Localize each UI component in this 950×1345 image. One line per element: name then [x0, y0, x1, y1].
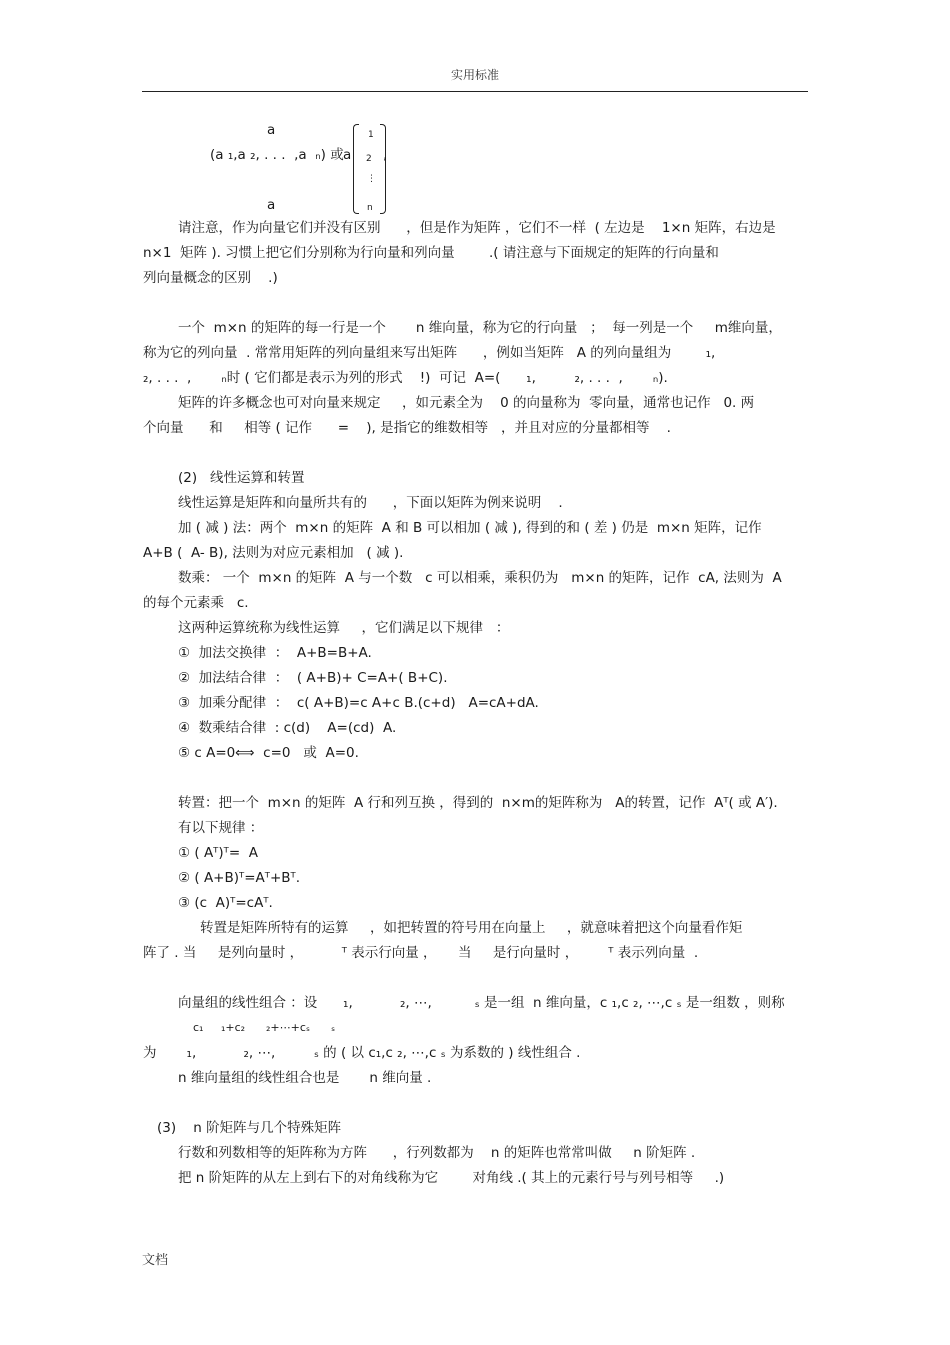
text-line: 个向量 和 相等 ( 记作 = ), 是指它的维数相等 ，并且对应的分量都相等 . [143, 420, 671, 436]
column-bracket-right [380, 124, 386, 214]
column-entry: n [367, 203, 373, 213]
combination-formula: c₁ ₁+c₂ ₂+⋯+cₛ ₛ [193, 1021, 336, 1034]
text-line: 请注意，作为向量它们并没有区别 ，但是作为矩阵 ，它们不一样 ( 左边是 1×n 矩阵，右边是 [178, 220, 776, 236]
text-line: n×1 矩阵 ). 习惯上把它们分别称为行向量和列向量 .( 请注意与下面规定的矩阵的行向量和 [143, 245, 719, 261]
rule-item: ③ 加乘分配律 ： c( A+B)=c A+c B.(c+d) A=cA+dA. [178, 695, 539, 711]
formula-a-bottom: a [267, 197, 276, 213]
text-line: 列向量概念的区别 .) [143, 270, 278, 286]
text-line: ₂, . . . , ₙ时 ( 它们都是表示为列的形式 !) 可记 A=( ₁, ₂, . . . , ₙ). [143, 370, 668, 386]
rule-item: ① ( Aᵀ)ᵀ= A [178, 845, 258, 861]
formula-a-label: a [343, 147, 352, 163]
text-line: 一个 m×n 的矩阵的每一行是一个 n 维向量，称为它的行向量 ； 每一列是一个 m维向量， [178, 320, 782, 336]
page-footer: 文档 [142, 1253, 169, 1268]
formula-row-vector: (a ₁,a ₂, . . . ,a ₙ) 或 [210, 147, 344, 163]
text-line: 的每个元素乘 c. [143, 595, 249, 611]
text-line: 为 ₁, ₂, ⋯, ₛ 的 ( 以 c₁,c ₂, ⋯,c ₛ 为系数的 ) 线性组合 . [143, 1045, 581, 1061]
header-rule [142, 91, 808, 92]
text-line: 数乘： 一个 m×n 的矩阵 A 与一个数 c 可以相乘，乘积仍为 m×n 的矩阵，记作 cA, 法则为 A [178, 570, 782, 586]
text-line: 有以下规律 ： [178, 820, 264, 836]
text-line: 矩阵的许多概念也可对向量来规定 ，如元素全为 0 的向量称为 零向量，通常也记作 0. 两 [178, 395, 755, 411]
rule-item: ② 加法结合律 ： ( A+B)+ C=A+( B+C). [178, 670, 448, 686]
column-bracket-left [353, 124, 359, 214]
column-entry: 2 [366, 154, 372, 164]
text-line: A+B ( A- B), 法则为对应元素相加 ( 减 ). [143, 545, 404, 561]
text-line: 把 n 阶矩阵的从左上到右下的对角线称为它 对角线 .( 其上的元素行号与列号相等 .) [178, 1170, 725, 1186]
text-line: 阵了 . 当 是列向量时 ， ᵀ 表示行向量 ， 当 是行向量时 ， ᵀ 表示列向量 . [143, 945, 699, 961]
column-entry: ⋮ [367, 174, 376, 184]
text-line: 加 ( 减 ) 法：两个 m×n 的矩阵 A 和 B 可以相加 ( 减 ), 得到的和 ( 差 ) 仍是 m×n 矩阵，记作 [178, 520, 762, 536]
text-line: 向量组的线性组合 ：设 ₁, ₂, ⋯, ₛ 是一组 n 维向量，c ₁,c ₂, ⋯,c ₛ 是一组数 ，则称 [178, 995, 785, 1011]
rule-item: ② ( A+B)ᵀ=Aᵀ+Bᵀ. [178, 870, 301, 886]
text-line: 线性运算是矩阵和向量所共有的 ，下面以矩阵为例来说明 . [178, 495, 563, 511]
formula-comma: , [383, 147, 388, 163]
column-entry: 1 [368, 130, 374, 140]
rule-item: ③ (c A)ᵀ=cAᵀ. [178, 895, 273, 911]
page-header: 实用标准 [450, 68, 499, 82]
section-heading: (2) 线性运算和转置 [178, 470, 305, 486]
formula-a-top: a [267, 122, 276, 138]
rule-item: ⑤ c A=0⟺ c=0 或 A=0. [178, 745, 359, 761]
text-line: 这两种运算统称为线性运算 ，它们满足以下规律 ： [178, 620, 510, 636]
text-line: 行数和列数相等的矩阵称为方阵 ，行列数都为 n 的矩阵也常常叫做 n 阶矩阵 . [178, 1145, 696, 1161]
rule-item: ① 加法交换律 ： A+B=B+A. [178, 645, 372, 661]
rule-item: ④ 数乘结合律 : c(d) A=(cd) A. [178, 720, 397, 736]
text-line: n 维向量组的线性组合也是 n 维向量 . [178, 1070, 432, 1086]
text-line: 转置是矩阵所特有的运算 ，如把转置的符号用在向量上 ，就意味着把这个向量看作矩 [200, 920, 743, 936]
text-line: 称为它的列向量 . 常常用矩阵的列向量组来写出矩阵 ，例如当矩阵 A 的列向量组为 ₁, [143, 345, 716, 361]
text-line: 转置：把一个 m×n 的矩阵 A 行和列互换 ，得到的 n×m的矩阵称为 A的转置，记作 Aᵀ( 或 A′). [178, 795, 778, 811]
section-heading: (3) n 阶矩阵与几个特殊矩阵 [157, 1120, 342, 1136]
